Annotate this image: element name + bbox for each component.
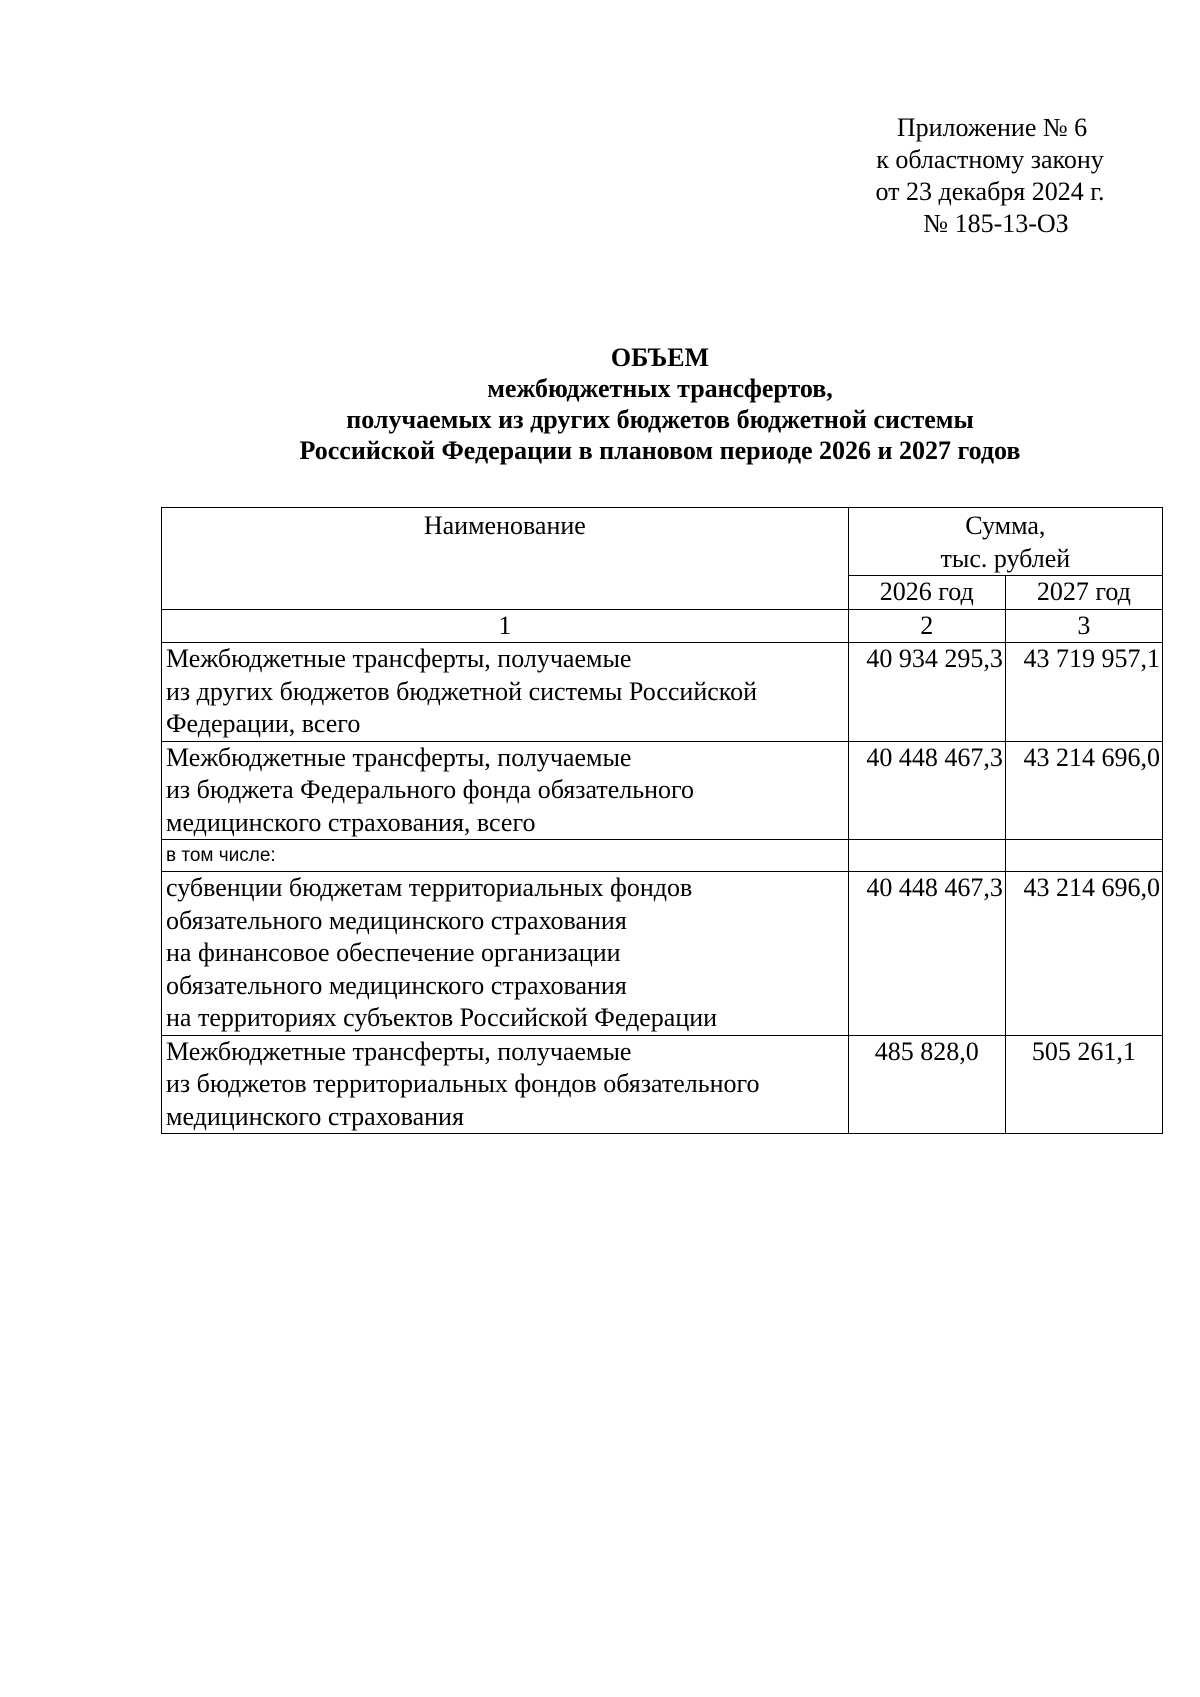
appendix-number: Приложение № 6 — [896, 113, 1088, 142]
document-title — [160, 342, 1160, 466]
row-value-2026: 485 828,0 — [848, 1035, 1005, 1134]
header-year-2027: 2027 год — [1005, 576, 1162, 610]
row-name: в том числе: — [162, 840, 849, 872]
row-name: Межбюджетные трансферты, получаемые из других бюджетов бюджетной системы Российской Федерации, всего — [162, 643, 849, 742]
table-row — [162, 643, 1163, 742]
row-value-2026 — [848, 840, 1005, 872]
row-value-2027: 505 261,1 — [1005, 1035, 1162, 1134]
column-number-1: 1 — [162, 609, 849, 643]
table-header-row — [162, 508, 1163, 576]
appendix-law-reference: к областному закону — [876, 145, 1104, 174]
row-value-2026: 40 448 467,3 — [848, 872, 1005, 1036]
title-line-4: Российской Федерации в плановом периоде 2026 и 2027 годов — [299, 436, 1021, 465]
transfers-table — [161, 507, 1163, 1134]
title-line-2: межбюджетных трансфертов, — [487, 374, 833, 403]
appendix-date: от 23 декабря 2024 г. — [875, 177, 1105, 206]
row-value-2026: 40 448 467,3 — [848, 741, 1005, 840]
header-name: Наименование — [162, 508, 849, 610]
title-line-1: ОБЪЕМ — [610, 343, 710, 372]
title-line-3: получаемых из других бюджетов бюджетной системы — [346, 405, 974, 434]
header-year-2026: 2026 год — [848, 576, 1005, 610]
row-value-2027: 43 214 696,0 — [1005, 741, 1162, 840]
header-sum: Сумма, тыс. рублей — [848, 508, 1162, 576]
row-name: Межбюджетные трансферты, получаемые из бюджетов территориальных фондов обязательного медицинского страхования — [162, 1035, 849, 1134]
appendix-law-number: № 185-13-ОЗ — [923, 209, 1069, 238]
table-row — [162, 840, 1163, 872]
row-name: Межбюджетные трансферты, получаемые из бюджета Федерального фонда обязательного медицинского страхования, всего — [162, 741, 849, 840]
row-value-2026: 40 934 295,3 — [848, 643, 1005, 742]
row-value-2027 — [1005, 840, 1162, 872]
row-name: субвенции бюджетам территориальных фондов обязательного медицинского страхования на финансовое обеспечение организации обязательного медицинского страхования на территориях субъектов Российской Федерации — [162, 872, 849, 1036]
appendix-block — [840, 112, 1140, 240]
table-row — [162, 741, 1163, 840]
table-row — [162, 1035, 1163, 1134]
column-number-2: 2 — [848, 609, 1005, 643]
column-number-3: 3 — [1005, 609, 1162, 643]
row-value-2027: 43 214 696,0 — [1005, 872, 1162, 1036]
table-row — [162, 872, 1163, 1036]
row-value-2027: 43 719 957,1 — [1005, 643, 1162, 742]
table-column-numbers-row — [162, 609, 1163, 643]
